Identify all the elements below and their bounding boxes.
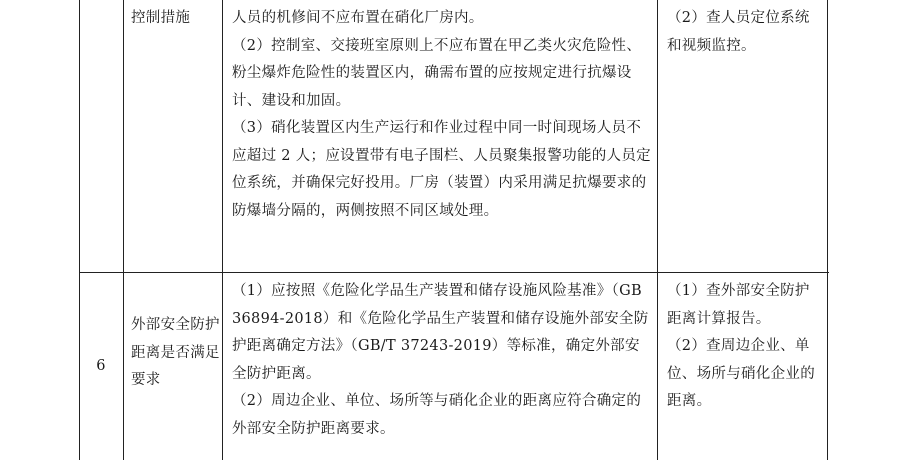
column-divider [123,0,124,460]
column-divider [657,0,658,460]
requirement-paragraph: 人员的机修间不应布置在硝化厂房内。 [232,10,484,26]
method-paragraph: （1）查外部安全防护距离计算报告。 [667,283,810,327]
item-name: 控制措施 [131,10,191,26]
requirement-text [232,278,652,443]
method-paragraph: （2）查周边企业、单位、场所与硝化企业的距离。 [667,338,815,409]
table-border-left [79,0,80,460]
requirement-text [232,5,652,225]
requirement-paragraph: （2）周边企业、单位、场所等与硝化企业的距离应符合确定的外部安全防护距离要求。 [232,393,642,437]
row-divider [79,272,829,273]
requirement-paragraph: （2）控制室、交接班室原则上不应布置在甲乙类火灾危险性、粉尘爆炸危险性的装置区内，确需布置的应按规定进行抗爆设计、建设和加固。 [232,37,642,109]
inspection-table [79,0,829,460]
item-name: 外部安全防护距离是否满足要求 [131,317,220,388]
method-paragraph: （2）查人员定位系统和视频监控。 [667,10,810,54]
inspection-method [667,5,822,60]
requirement-paragraph: （3）硝化装置区内生产运行和作业过程中同一时间现场人员不应超过 2 人；应设置带有电子围栏、人员聚集报警功能的人员定位系统，并确保完好投用。厂房（装置）内采用满足抗爆要求的防爆墙分隔的，两侧按照不同区域处理。 [232,120,651,219]
row-index: 6 [96,358,106,374]
column-divider [222,0,223,460]
inspection-method [667,278,822,416]
requirement-paragraph: （1）应按照《危险化学品生产装置和储存设施风险基准》（GB 36894-2018）和《危险化学品生产装置和储存设施外部安全防护距离确定方法》（GB/T 37243-2019）等标准，确定外部安全防护距离。 [232,283,649,382]
table-border-right [827,0,828,460]
